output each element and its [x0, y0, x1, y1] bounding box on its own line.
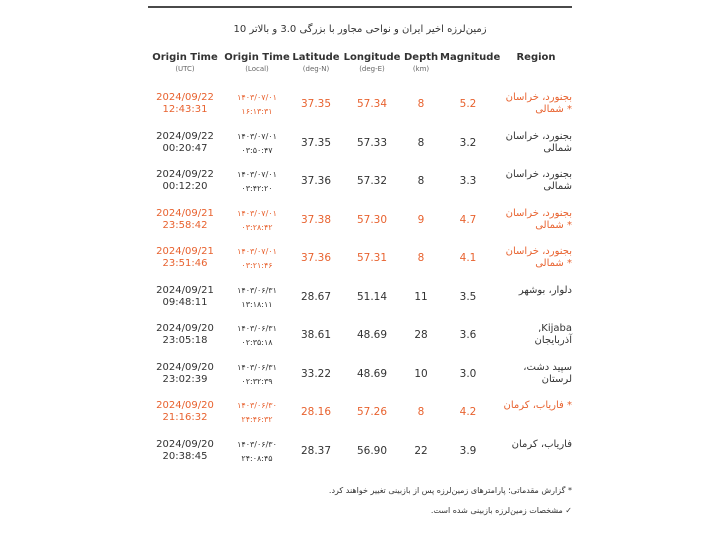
header-longitude-unit: (deg-E)	[359, 65, 385, 73]
cell-region-line2: لرستان	[541, 373, 572, 385]
table-row	[0, 398, 720, 438]
cell-utc	[152, 362, 218, 386]
cell-local	[224, 245, 290, 273]
cell-local	[224, 168, 290, 196]
cell-utc	[152, 439, 218, 463]
cell-local-time: ۰۳:۵۰:۴۷	[241, 145, 273, 155]
cell-local-date: ۱۴۰۳/۰۶/۳۱	[237, 285, 277, 295]
cell-region-line1: بجنورد، خراسان	[505, 92, 572, 103]
table-row	[0, 129, 720, 169]
cell-utc-time: 21:16:32	[162, 412, 208, 423]
cell-longitude: 56.90	[356, 444, 388, 457]
cell-region-line2: * شمالی	[535, 258, 572, 269]
cell-depth: 10	[414, 367, 428, 380]
cell-local-date: ۱۴۰۳/۰۷/۰۱	[237, 93, 277, 102]
header-latitude	[292, 52, 340, 73]
cell-magnitude: 3.9	[459, 444, 477, 457]
cell-local	[224, 284, 290, 312]
header-depth-label: Depth	[404, 52, 439, 63]
cell-utc-date: 2024/09/21	[156, 284, 214, 296]
table-row	[0, 90, 720, 130]
cell-local-date: ۱۴۰۳/۰۷/۰۱	[237, 247, 277, 256]
cell-utc-date: 2024/09/22	[156, 130, 214, 142]
cell-depth: 8	[417, 175, 425, 187]
cell-region	[494, 208, 572, 232]
cell-region	[494, 362, 572, 386]
header-longitude-label: Longitude	[343, 52, 401, 63]
cell-region	[494, 92, 572, 116]
cell-magnitude: 3.0	[459, 367, 477, 380]
cell-utc	[152, 400, 218, 424]
cell-region-line1: فاریاب، کرمان	[511, 438, 572, 450]
cell-local	[224, 438, 290, 466]
header-origin-utc-label: Origin Time	[152, 52, 218, 63]
cell-local-time: ۱۳:۱۸:۱۱	[241, 299, 273, 309]
cell-utc	[152, 246, 218, 270]
cell-utc-date: 2024/09/20	[156, 323, 214, 334]
cell-longitude: 57.33	[356, 136, 388, 149]
header-latitude-unit: (deg-N)	[302, 65, 330, 73]
cell-local	[224, 399, 290, 427]
note-preliminary: * گزارش مقدماتی؛ پارامترهای زمین‌لرزه پس از بازبینی تغییر خواهند کرد.	[328, 486, 572, 495]
header-region	[500, 52, 572, 63]
cell-utc-date: 2024/09/22	[156, 169, 214, 180]
cell-utc-time: 23:02:39	[162, 373, 208, 385]
cell-region	[494, 323, 572, 347]
cell-utc	[152, 169, 218, 193]
cell-depth: 11	[414, 290, 428, 303]
cell-utc-time: 00:12:20	[162, 181, 208, 192]
cell-local	[224, 361, 290, 389]
cell-utc	[152, 323, 218, 347]
cell-depth: 8	[417, 252, 425, 264]
cell-utc-time: 12:43:31	[162, 104, 208, 115]
table-row	[0, 283, 720, 323]
cell-local-time: ۱۶:۱۳:۳۱	[241, 107, 273, 116]
cell-depth: 22	[414, 444, 428, 457]
top-rule	[148, 6, 572, 8]
cell-depth: 8	[417, 406, 425, 418]
cell-local-time: ۲۴:۴۶:۳۲	[241, 415, 273, 424]
cell-magnitude: 4.2	[459, 406, 477, 418]
cell-region-line1: Kijaba,	[538, 323, 572, 334]
header-region-label: Region	[516, 52, 556, 63]
cell-region-line1: بجنورد، خراسان	[505, 169, 572, 180]
cell-latitude: 37.35	[300, 98, 332, 110]
cell-region-line1: دلوار، بوشهر	[518, 284, 572, 296]
table-row	[0, 360, 720, 400]
cell-region-line1: بجنورد، خراسان	[505, 130, 572, 142]
cell-magnitude: 4.7	[459, 213, 477, 226]
cell-latitude: 37.36	[300, 175, 332, 187]
cell-region	[494, 400, 572, 412]
cell-local-date: ۱۴۰۳/۰۷/۰۱	[237, 208, 277, 218]
cell-region-line2: * شمالی	[535, 104, 572, 115]
cell-utc	[152, 92, 218, 116]
header-origin-local-unit: (Local)	[245, 65, 269, 73]
cell-local-date: ۱۴۰۳/۰۶/۳۰	[237, 439, 277, 449]
cell-region-line1: * فاریاب، کرمان	[503, 400, 572, 411]
cell-longitude: 51.14	[356, 290, 388, 303]
cell-latitude: 38.61	[300, 329, 332, 341]
cell-utc	[152, 208, 218, 232]
cell-longitude: 57.26	[356, 406, 388, 418]
cell-region	[494, 246, 572, 270]
header-depth-unit: (km)	[412, 65, 430, 73]
cell-latitude: 33.22	[300, 367, 332, 380]
table-row	[0, 321, 720, 361]
table-row	[0, 206, 720, 246]
cell-latitude: 37.38	[300, 213, 332, 226]
cell-magnitude: 3.5	[459, 290, 477, 303]
cell-local-time: ۰۳:۲۸:۴۲	[241, 222, 273, 232]
cell-longitude: 57.31	[356, 252, 388, 264]
cell-utc-date: 2024/09/22	[156, 92, 214, 103]
header-magnitude	[440, 52, 501, 63]
cell-local	[224, 322, 290, 350]
cell-magnitude: 4.1	[459, 252, 477, 264]
cell-local-time: ۰۳:۲۱:۴۶	[241, 261, 273, 270]
cell-utc-date: 2024/09/21	[156, 207, 214, 219]
cell-region-line1: بجنورد، خراسان	[505, 246, 572, 257]
cell-local-time: ۰۲:۳۵:۱۸	[241, 338, 273, 347]
cell-local-time: ۰۲:۳۲:۳۹	[241, 376, 273, 386]
cell-latitude: 37.36	[300, 252, 332, 264]
header-longitude	[343, 52, 401, 73]
cell-local	[224, 91, 290, 119]
header-magnitude-label: Magnitude	[440, 52, 501, 63]
cell-utc	[152, 131, 218, 155]
table-row	[0, 167, 720, 207]
cell-region-line2: * شمالی	[535, 219, 572, 231]
cell-local	[224, 130, 290, 158]
cell-region-line2: شمالی	[543, 142, 572, 154]
cell-local-date: ۱۴۰۳/۰۶/۳۱	[237, 324, 277, 333]
cell-magnitude: 3.3	[459, 175, 477, 187]
header-origin-utc-unit: (UTC)	[175, 65, 195, 73]
cell-local-date: ۱۴۰۳/۰۶/۳۱	[237, 362, 277, 372]
cell-latitude: 28.37	[300, 444, 332, 457]
cell-utc-time: 23:05:18	[162, 335, 208, 346]
cell-depth: 8	[417, 136, 425, 149]
cell-magnitude: 3.2	[459, 136, 477, 149]
cell-utc-time: 09:48:11	[162, 296, 208, 308]
note-reviewed: ✓ مشخصات زمین‌لرزه بازبینی شده است.	[430, 506, 572, 515]
cell-longitude: 57.34	[356, 98, 388, 110]
cell-local	[224, 207, 290, 235]
cell-depth: 9	[417, 213, 425, 226]
cell-utc-time: 23:51:46	[162, 258, 208, 269]
cell-local-time: ۲۴:۰۸:۴۵	[241, 453, 273, 463]
cell-longitude: 57.30	[356, 213, 388, 226]
cell-magnitude: 5.2	[459, 98, 477, 110]
cell-utc-time: 20:38:45	[162, 450, 208, 462]
header-latitude-label: Latitude	[292, 52, 340, 63]
header-depth	[404, 52, 438, 73]
cell-region	[494, 169, 572, 193]
cell-magnitude: 3.6	[459, 329, 477, 341]
cell-utc-date: 2024/09/20	[156, 361, 214, 373]
cell-longitude: 48.69	[356, 367, 388, 380]
cell-region	[494, 439, 572, 451]
table-row	[0, 244, 720, 284]
cell-region-line2: آذربایجان	[534, 335, 572, 346]
header-origin-local-label: Origin Time	[224, 52, 290, 63]
cell-longitude: 57.32	[356, 175, 388, 187]
cell-utc-date: 2024/09/20	[156, 400, 214, 411]
cell-latitude: 37.35	[300, 136, 332, 149]
cell-local-date: ۱۴۰۳/۰۷/۰۱	[237, 170, 277, 179]
cell-local-time: ۰۳:۴۲:۲۰	[241, 184, 273, 193]
cell-local-date: ۱۴۰۳/۰۶/۳۰	[237, 401, 277, 410]
table-title: 10 زمین‌لرزه اخیر ایران و نواحی مجاور با بزرگی 3.0 و بالاتر	[233, 24, 487, 35]
cell-utc-time: 23:58:42	[162, 219, 208, 231]
table-row	[0, 437, 720, 477]
header-origin-local	[224, 52, 290, 73]
cell-region-line1: سپید دشت،	[523, 361, 572, 373]
cell-longitude: 48.69	[356, 329, 388, 341]
cell-utc-time: 00:20:47	[162, 142, 208, 154]
cell-depth: 8	[417, 98, 425, 110]
cell-utc-date: 2024/09/20	[156, 438, 214, 450]
cell-latitude: 28.16	[300, 406, 332, 418]
cell-latitude: 28.67	[300, 290, 332, 303]
cell-utc	[152, 285, 218, 309]
cell-region-line1: بجنورد، خراسان	[505, 207, 572, 219]
cell-depth: 28	[414, 329, 428, 341]
cell-utc-date: 2024/09/21	[156, 246, 214, 257]
cell-region	[494, 131, 572, 155]
cell-local-date: ۱۴۰۳/۰۷/۰۱	[237, 131, 277, 141]
cell-region	[494, 285, 572, 297]
header-origin-utc	[152, 52, 218, 73]
cell-region-line2: شمالی	[543, 181, 572, 192]
